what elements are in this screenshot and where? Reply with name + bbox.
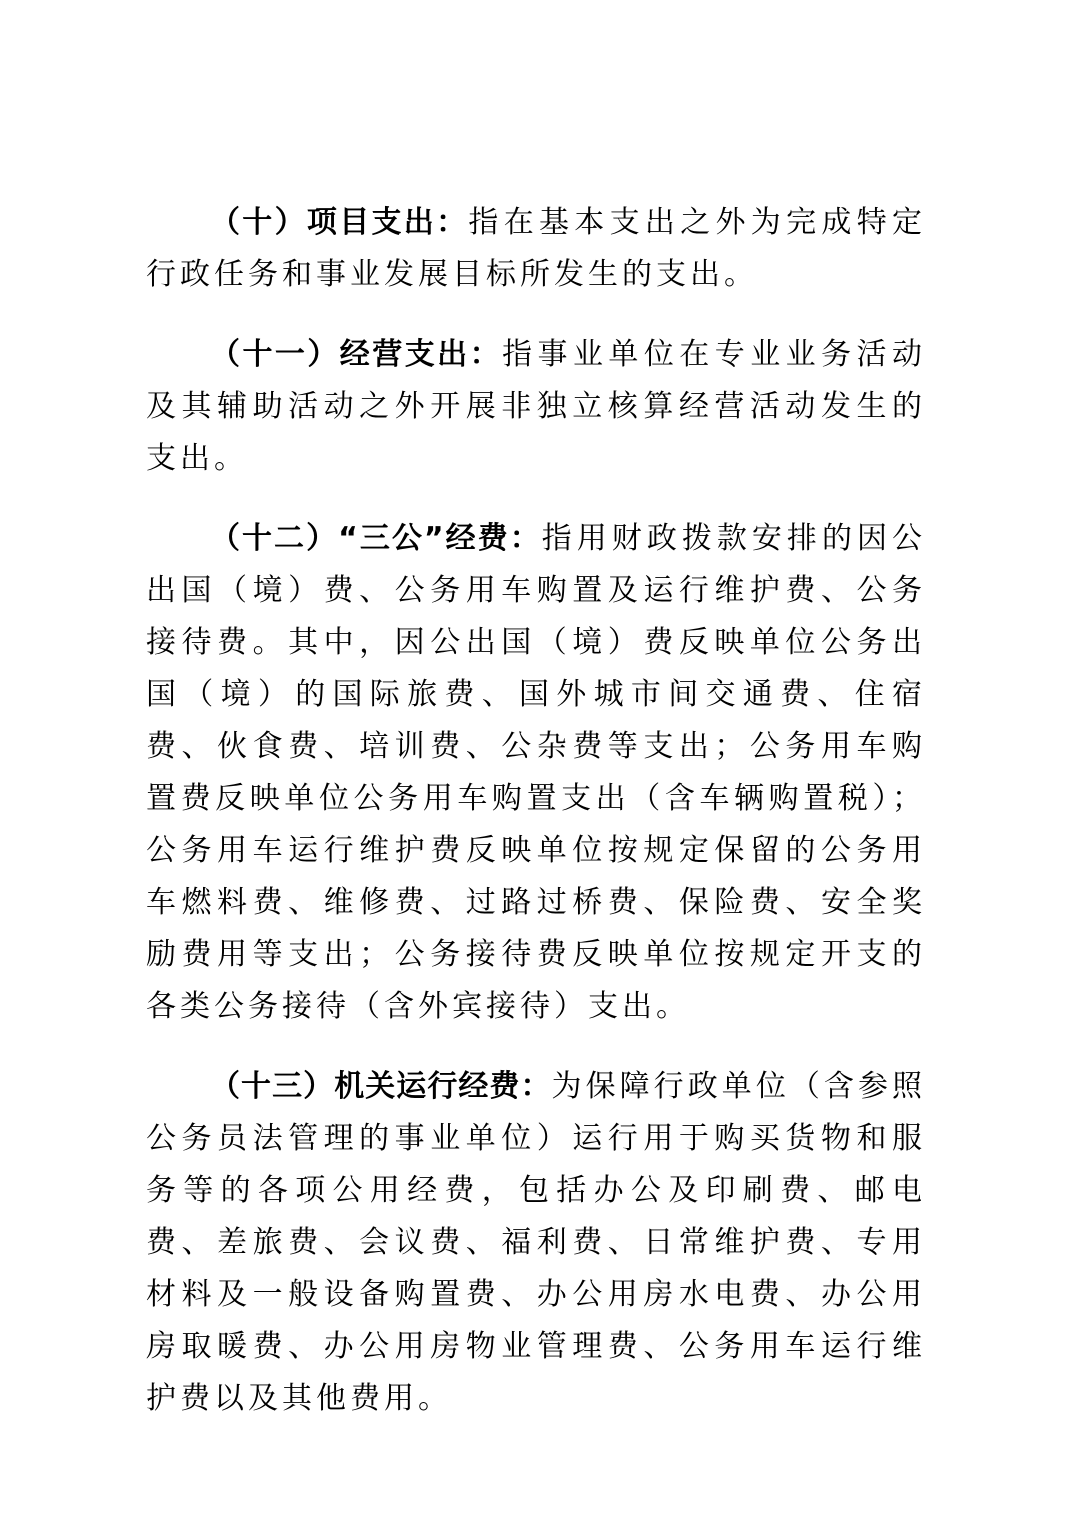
section-term: （十二）“三公”经费： bbox=[210, 521, 542, 556]
section-term: （十三）机关运行经费： bbox=[210, 1069, 552, 1104]
section-body: 指用财政拨款安排的因公出国（境）费、公务用车购置及运行维护费、公务接待费。其中，因公出国（境）费反映单位公务出国（境）的国际旅费、国外城市间交通费、住宿费、伙食费、培训费、公杂费等支出；公务用车购置费反映单位公务用车购置支出（含车辆购置税）；公务用车运行维护费反映单位按规定保留的公务用车燃料费、维修费、过路过桥费、保险费、安全奖励费用等支出；公务接待费反映单位按规定开支的各类公务接待（含外宾接待）支出。 bbox=[146, 521, 927, 1024]
section-body: 指事业单位在专业业务活动及其辅助活动之外开展非独立核算经营活动发生的支出。 bbox=[146, 337, 927, 476]
document-body bbox=[146, 197, 926, 1425]
section-agency-operating-funds bbox=[146, 1061, 926, 1425]
section-operating-expenditure bbox=[146, 329, 926, 485]
section-term: （十）项目支出： bbox=[210, 205, 469, 240]
section-body: 为保障行政单位（含参照公务员法管理的事业单位）运行用于购买货物和服务等的各项公用经费，包括办公及印刷费、邮电费、差旅费、会议费、福利费、日常维护费、专用材料及一般设备购置费、办公用房水电费、办公用房取暖费、办公用房物业管理费、公务用车运行维护费以及其他费用。 bbox=[146, 1069, 927, 1416]
section-body: 指在基本支出之外为完成特定行政任务和事业发展目标所发生的支出。 bbox=[146, 205, 927, 292]
section-three-public-expenses bbox=[146, 513, 926, 1033]
section-project-expenditure bbox=[146, 197, 926, 301]
section-term: （十一）经营支出： bbox=[210, 337, 503, 372]
